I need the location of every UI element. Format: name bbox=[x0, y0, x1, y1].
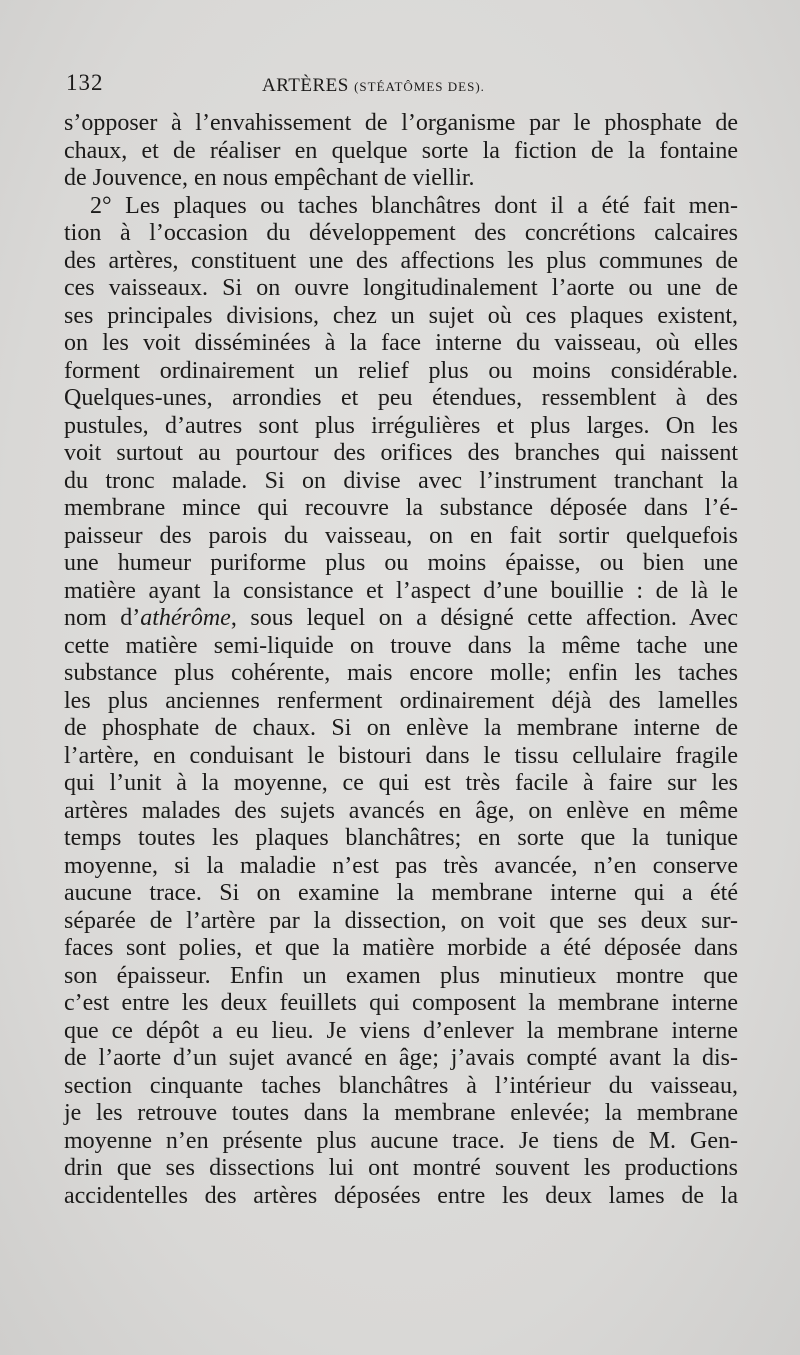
text-line: je les retrouve toutes dans la membrane enlevée; la membrane bbox=[64, 1100, 738, 1126]
text-line: l’artère, en conduisant le bistouri dans le tissu cellulaire fragile bbox=[64, 742, 738, 769]
text-line: s’opposer à l’envahissement de l’organisme par le phosphate de bbox=[64, 110, 738, 136]
text-line: ses principales divisions, chez un sujet où ces plaques existent, bbox=[64, 302, 738, 329]
text-line: des artères, constituent une des affections les plus communes de bbox=[64, 247, 738, 274]
text-line: ces vaisseaux. Si on ouvre longitudinalement l’aorte ou une de bbox=[64, 275, 738, 301]
text-line: artères malades des sujets avancés en âge, on enlève en même bbox=[64, 797, 738, 824]
body-text bbox=[64, 110, 738, 1210]
text-line: c’est entre les deux feuillets qui composent la membrane interne bbox=[64, 990, 738, 1016]
italic-term: athérôme bbox=[140, 605, 231, 631]
text-line: forment ordinairement un relief plus ou moins considérable. bbox=[64, 357, 738, 384]
page-number: 132 bbox=[66, 70, 104, 95]
text-line: 2° Les plaques ou taches blanchâtres dont il a été fait men- bbox=[90, 192, 738, 219]
text-line: une humeur puriforme plus ou moins épaisse, ou bien une bbox=[64, 550, 738, 576]
text-line: moyenne n’en présente plus aucune trace. Je tiens de M. Gen- bbox=[64, 1127, 738, 1154]
running-head bbox=[262, 72, 485, 101]
text-line: du tronc malade. Si on divise avec l’instrument tranchant la bbox=[64, 467, 738, 494]
text-line: paisseur des parois du vaisseau, on en fait sortir quelquefois bbox=[64, 522, 738, 549]
text-line: drin que ses dissections lui ont montré souvent les productions bbox=[64, 1155, 738, 1181]
text-line: de l’aorte d’un sujet avancé en âge; j’avais compté avant la dis- bbox=[64, 1045, 738, 1071]
text-line: chaux, et de réaliser en quelque sorte la fiction de la fontaine bbox=[64, 137, 738, 164]
text-line: on les voit disséminées à la face interne du vaisseau, où elles bbox=[64, 330, 738, 356]
text-line: tion à l’occasion du développement des concrétions calcaires bbox=[64, 220, 738, 246]
text-line: accidentelles des artères déposées entre les deux lames de la bbox=[64, 1182, 738, 1209]
text-line: nom d’athérôme, sous lequel on a désigné cette affection. Avec bbox=[64, 605, 738, 631]
text-line: qui l’unit à la moyenne, ce qui est très facile à faire sur les bbox=[64, 770, 738, 796]
text-line: de Jouvence, en nous empêchant de viellir. bbox=[64, 165, 475, 191]
page-header bbox=[66, 66, 736, 106]
text-line: de phosphate de chaux. Si on enlève la membrane interne de bbox=[64, 715, 738, 741]
running-head-paren: (STÉATÔMES DES). bbox=[354, 79, 485, 94]
text-line: cette matière semi-liquide on trouve dans la même tache une bbox=[64, 632, 738, 659]
text-line: Quelques-unes, arrondies et peu étendues, ressemblent à des bbox=[64, 385, 738, 411]
text-line: les plus anciennes renferment ordinairement déjà des lamelles bbox=[64, 687, 738, 714]
text-line: membrane mince qui recouvre la substance déposée dans l’é- bbox=[64, 495, 738, 521]
text-line: séparée de l’artère par la dissection, on voit que ses deux sur- bbox=[64, 907, 738, 934]
text-line: pustules, d’autres sont plus irrégulières et plus larges. On les bbox=[64, 412, 738, 439]
text-line: section cinquante taches blanchâtres à l’intérieur du vaisseau, bbox=[64, 1072, 738, 1099]
text-line: matière ayant la consistance et l’aspect d’une bouillie : de là le bbox=[64, 577, 738, 604]
text-line: aucune trace. Si on examine la membrane interne qui a été bbox=[64, 880, 738, 906]
text-line: que ce dépôt a eu lieu. Je viens d’enlever la membrane interne bbox=[64, 1017, 738, 1044]
text-line: voit surtout au pourtour des orifices des branches qui naissent bbox=[64, 440, 738, 466]
text-line: faces sont polies, et que la matière morbide a été déposée dans bbox=[64, 935, 738, 961]
text-line: moyenne, si la maladie n’est pas très avancée, n’en conserve bbox=[64, 852, 738, 879]
text-line: son épaisseur. Enfin un examen plus minutieux montre que bbox=[64, 962, 738, 989]
text-line: substance plus cohérente, mais encore molle; enfin les taches bbox=[64, 660, 738, 686]
text-line: temps toutes les plaques blanchâtres; en sorte que la tunique bbox=[64, 825, 738, 851]
running-head-main: ARTÈRES bbox=[262, 75, 349, 96]
